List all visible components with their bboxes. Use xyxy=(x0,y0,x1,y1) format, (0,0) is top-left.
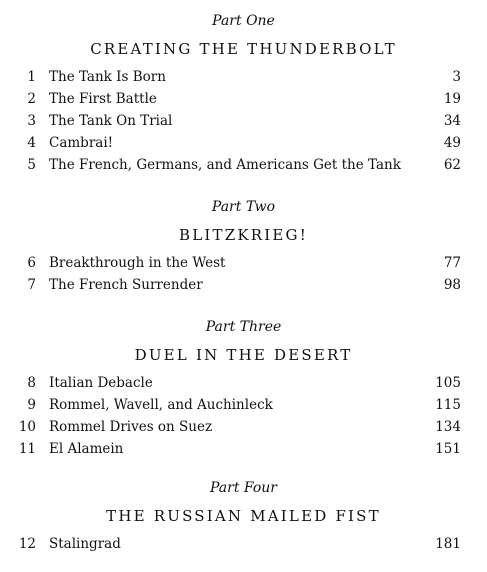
toc-entry xyxy=(0,90,487,112)
toc-entry xyxy=(0,535,487,557)
entry-list xyxy=(0,254,487,298)
toc-entry xyxy=(0,254,487,276)
toc-entry xyxy=(0,68,487,90)
chapter-number: 11 xyxy=(18,441,36,457)
page-number: 77 xyxy=(443,255,461,271)
page-number: 151 xyxy=(435,441,461,457)
part-title: DUEL IN THE DESERT xyxy=(134,346,353,364)
chapter-number: 9 xyxy=(27,397,36,413)
chapter-title: The Tank On Trial xyxy=(49,113,173,129)
page-number: 62 xyxy=(443,157,461,173)
toc-entry xyxy=(0,276,487,298)
entry-list xyxy=(0,68,487,178)
chapter-number: 2 xyxy=(27,91,36,107)
part-four xyxy=(0,480,487,557)
part-title: CREATING THE THUNDERBOLT xyxy=(90,40,397,58)
chapter-title: The First Battle xyxy=(49,91,157,107)
part-label: Part One xyxy=(212,13,275,29)
page-number: 98 xyxy=(443,277,461,293)
page-number: 105 xyxy=(435,375,461,391)
part-two xyxy=(0,199,487,298)
chapter-title: Italian Debacle xyxy=(49,375,153,391)
chapter-title: Stalingrad xyxy=(49,536,121,552)
page-number: 49 xyxy=(443,135,461,151)
chapter-number: 7 xyxy=(27,277,36,293)
page-number: 3 xyxy=(452,69,461,85)
chapter-number: 6 xyxy=(27,255,36,271)
chapter-number: 3 xyxy=(27,113,36,129)
toc-entry xyxy=(0,112,487,134)
toc-entry xyxy=(0,396,487,418)
part-title: BLITZKRIEG! xyxy=(179,226,308,244)
page-number: 34 xyxy=(443,113,461,129)
chapter-number: 4 xyxy=(27,135,36,151)
chapter-number: 10 xyxy=(18,419,36,435)
page-number: 134 xyxy=(435,419,461,435)
part-three xyxy=(0,319,487,462)
chapter-title: El Alamein xyxy=(49,441,124,457)
page-number: 115 xyxy=(435,397,461,413)
chapter-title: Rommel Drives on Suez xyxy=(49,419,213,435)
chapter-number: 8 xyxy=(27,375,36,391)
entry-list xyxy=(0,374,487,462)
entry-list xyxy=(0,535,487,557)
chapter-title: The French, Germans, and Americans Get the Tank xyxy=(49,157,401,173)
page-number: 19 xyxy=(443,91,461,107)
part-label: Part Four xyxy=(210,480,277,496)
toc-entry xyxy=(0,418,487,440)
part-one xyxy=(0,13,487,178)
chapter-number: 12 xyxy=(18,536,36,552)
toc-entry xyxy=(0,134,487,156)
chapter-title: Breakthrough in the West xyxy=(49,255,226,271)
page-number: 181 xyxy=(435,536,461,552)
chapter-number: 1 xyxy=(27,69,36,85)
chapter-number: 5 xyxy=(27,157,36,173)
toc-entry xyxy=(0,440,487,462)
toc-entry xyxy=(0,374,487,396)
toc-entry xyxy=(0,156,487,178)
part-label: Part Two xyxy=(211,199,276,215)
chapter-title: Cambrai! xyxy=(49,135,114,151)
chapter-title: Rommel, Wavell, and Auchinleck xyxy=(49,397,273,413)
part-label: Part Three xyxy=(205,319,282,335)
chapter-title: The Tank Is Born xyxy=(49,69,166,85)
chapter-title: The French Surrender xyxy=(49,277,203,293)
part-title: THE RUSSIAN MAILED FIST xyxy=(106,507,381,525)
